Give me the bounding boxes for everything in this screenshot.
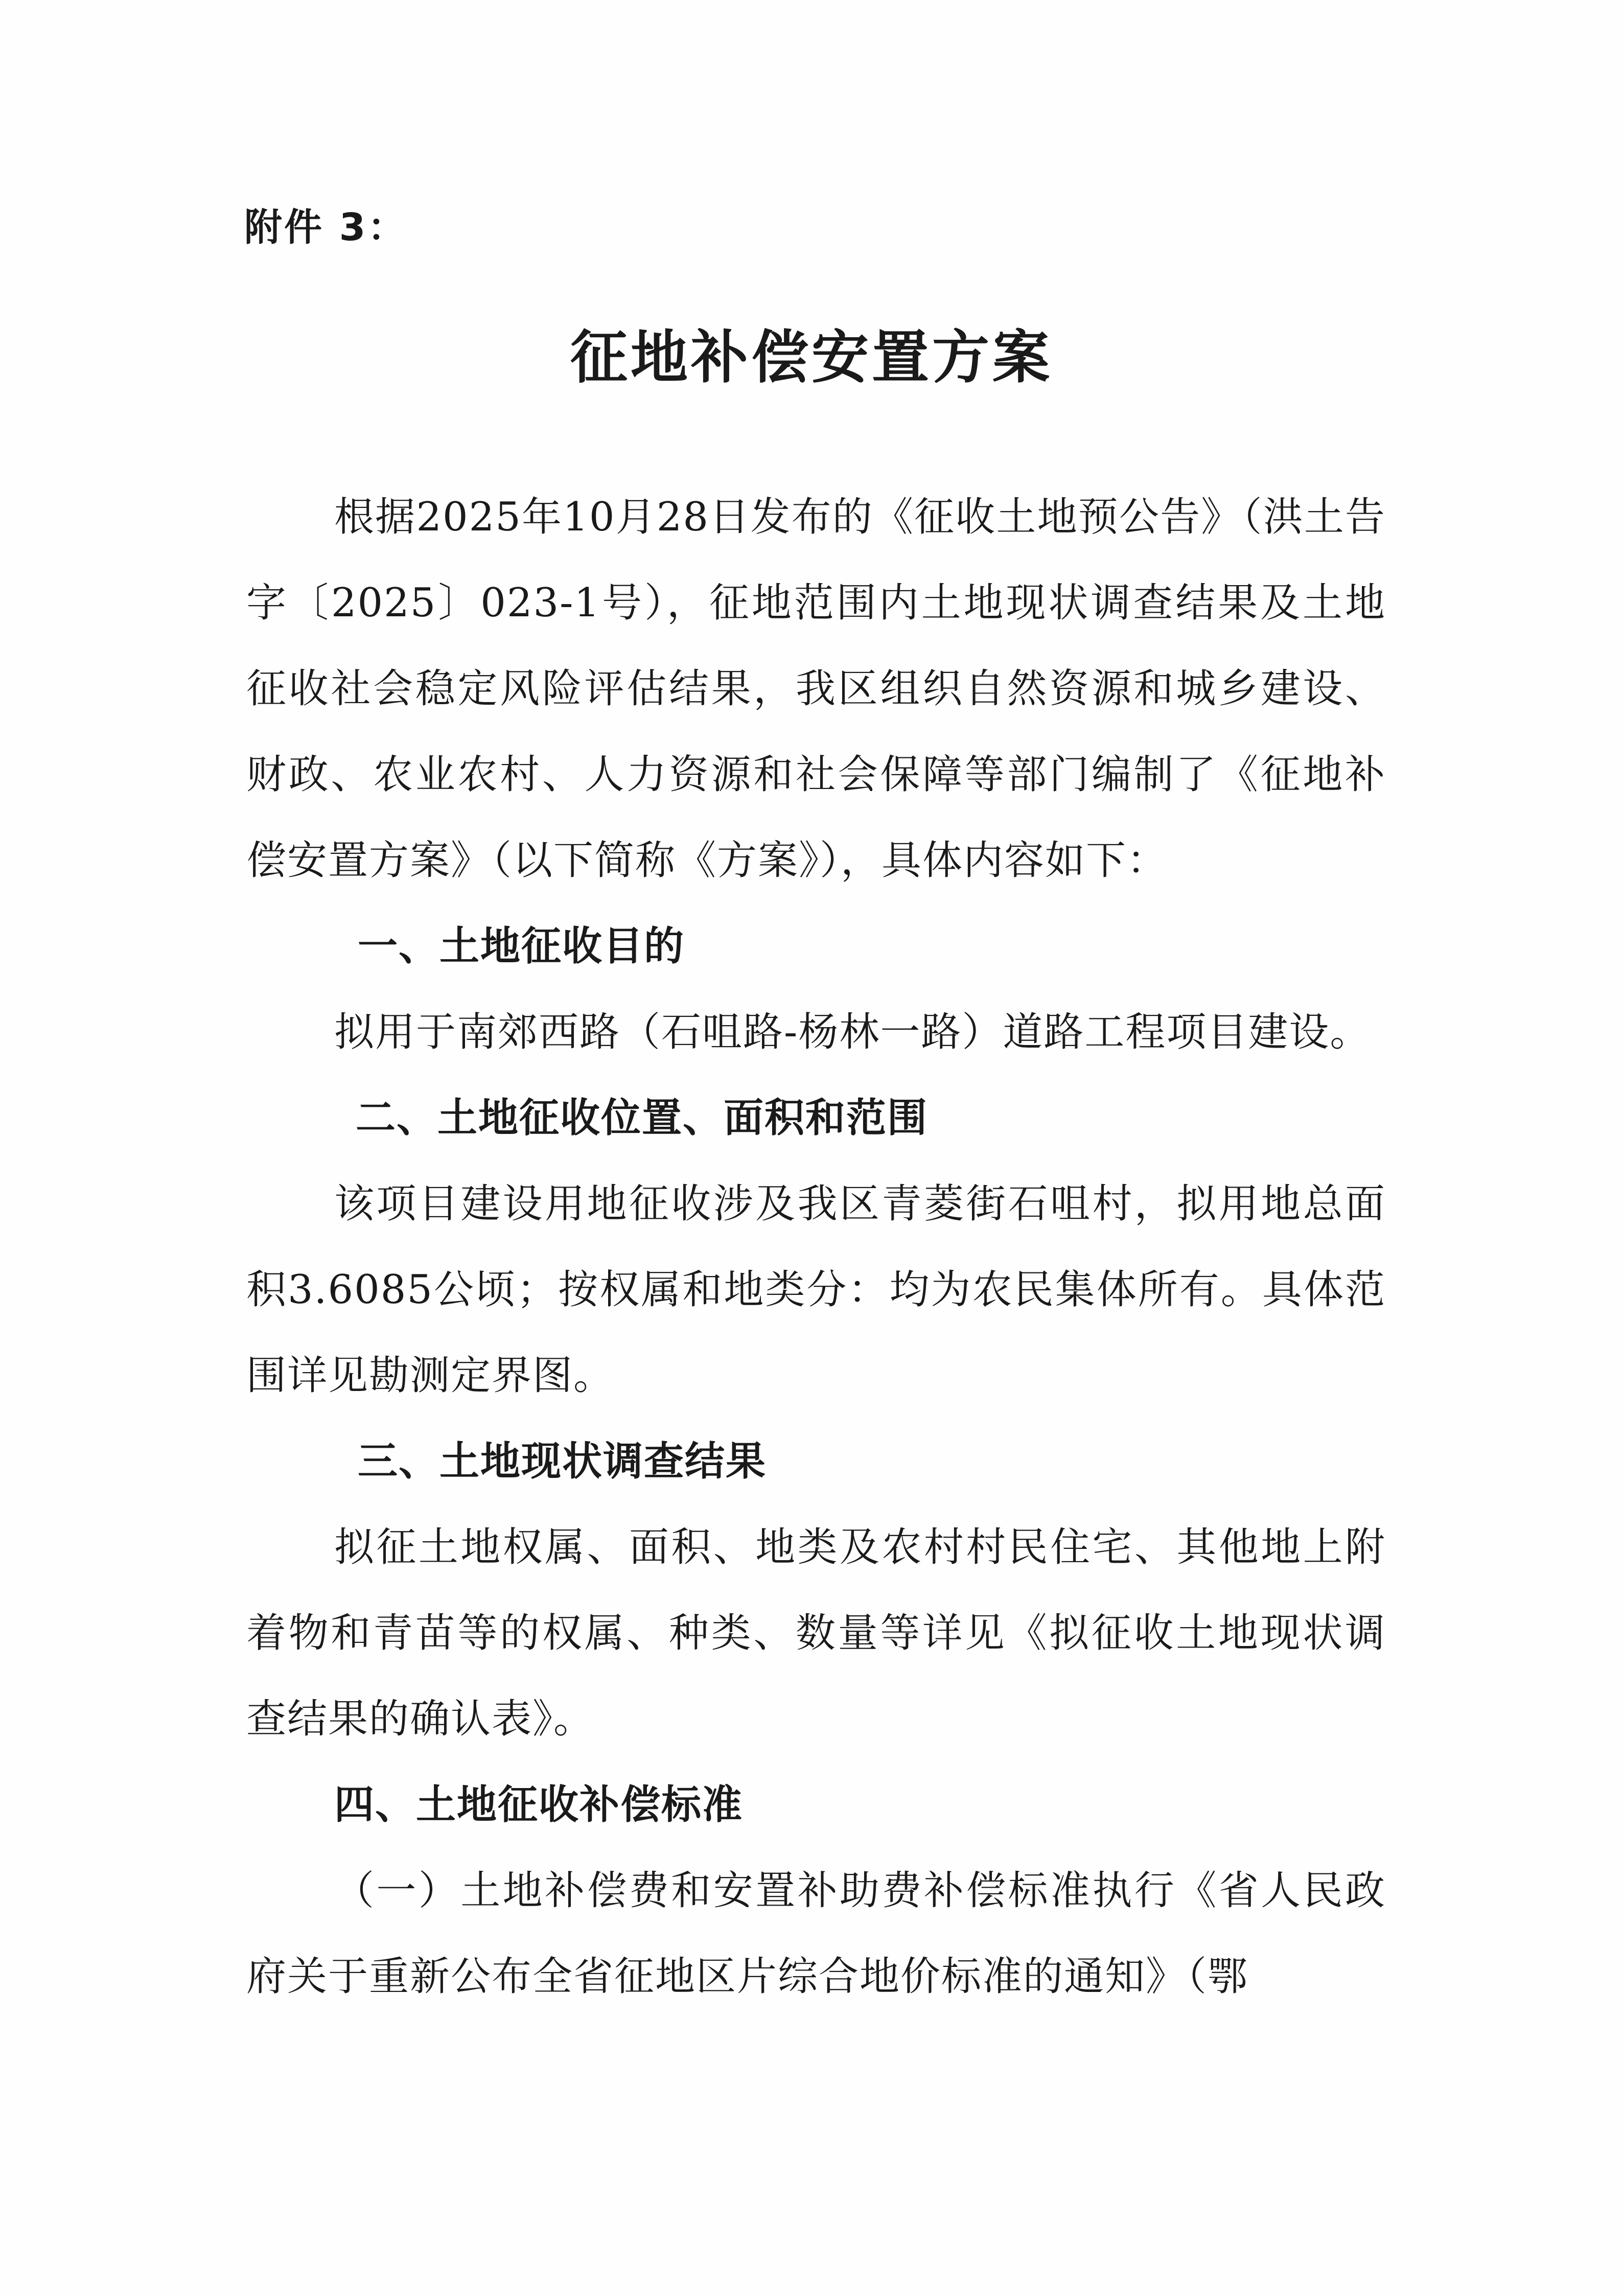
attachment-label: 附件 3： [244,205,408,249]
section-4-heading: 四、土地征收补偿标准 [334,1782,744,1828]
section-3-body: 拟征土地权属、面积、地类及农村村民住宅、其他地上附着物和青苗等的权属、种类、数量等详见《拟征收土地现状调查结果的确认表》。 [246,1524,1386,1742]
section-1-heading: 一、土地征收目的 [358,923,685,969]
section-3-heading: 三、土地现状调查结果 [358,1439,767,1485]
document-body [246,474,1386,2020]
document-title: 征地补偿安置方案 [570,324,1053,391]
intro-paragraph: 根据2025年10月28日发布的《征收土地预公告》（洪土告字〔2025〕023-1号），征地范围内土地现状调查结果及土地征收社会稳定风险评估结果，我区组织自然资源和城乡建设、财政、农业农村、人力资源和社会保障等部门编制了《征地补偿安置方案》（以下简称《方案》），具体内容如下： [246,494,1386,884]
section-4-body: （一）土地补偿费和安置补助费补偿标准执行《省人民政府关于重新公布全省征地区片综合地价标准的通知》（鄂 [246,1868,1386,2000]
section-1-body: 拟用于南郊西路（石咀路-杨林一路）道路工程项目建设。 [334,1009,1371,1055]
section-2-heading: 二、土地征收位置、面积和范围 [356,1095,929,1141]
section-2-body: 该项目建设用地征收涉及我区青菱街石咀村，拟用地总面积3.6085公顷；按权属和地类分：均为农民集体所有。具体范围详见勘测定界图。 [246,1181,1386,1399]
